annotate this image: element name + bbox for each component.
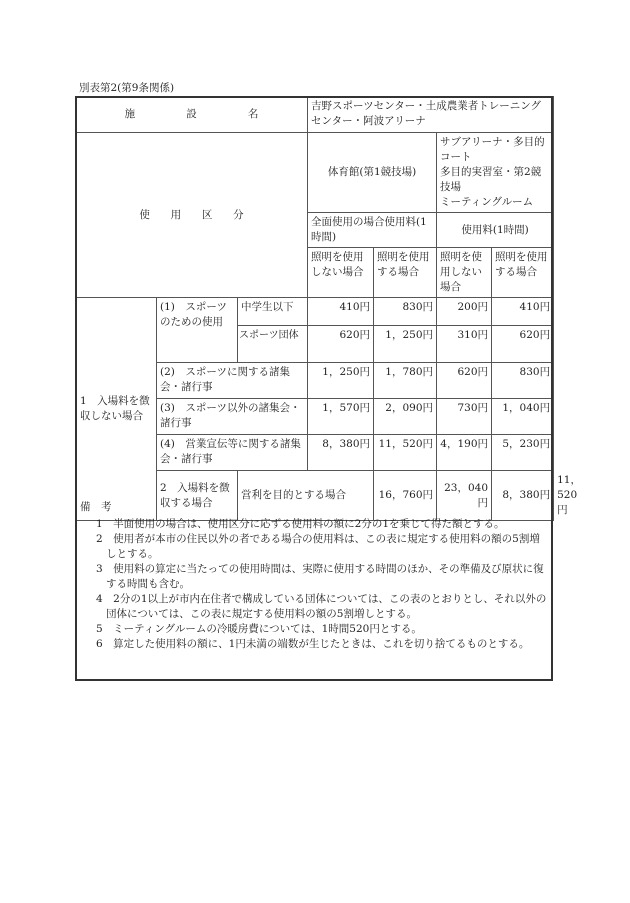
sub-no-light-header: 照明を使用しない場合 xyxy=(437,248,492,298)
note-item: 6 算定した使用料の額に、1円未満の端数が生じたときは、これを切り捨てるものとする。 xyxy=(96,638,530,650)
note-item: 1 半面使用の場合は、使用区分に応ずる使用料の額に2分の1を乗じて得た額とする。 xyxy=(96,518,505,530)
fee-cell: 310円 xyxy=(437,326,492,363)
fee-cell: 410円 xyxy=(308,298,374,326)
fee-cell: 1，250円 xyxy=(308,363,374,399)
gym-header: 体育館(第1競技場) xyxy=(308,133,437,213)
fee-cell: 8，380円 xyxy=(492,471,554,521)
sub-light-header: 照明を使用する場合 xyxy=(492,248,554,298)
row-advertising-events-label: (4) 営業宣伝等に関する諸集会・諸行事 xyxy=(157,435,308,471)
row-commercial-label: 営利を目的とする場合 xyxy=(238,471,374,521)
notes-section xyxy=(80,500,550,652)
usage-category-header: 使 用 区 分 xyxy=(76,133,308,298)
row-sports-events-label: (2) スポーツに関する諸集会・諸行事 xyxy=(157,363,308,399)
fee-cell: 5，230円 xyxy=(492,435,554,471)
fee-cell: 16，760円 xyxy=(374,471,437,521)
fee-cell: 1，780円 xyxy=(374,363,437,399)
fee-cell: 23，040円 xyxy=(437,471,492,521)
fee-cell: 830円 xyxy=(492,363,554,399)
notes-title: 備 考 xyxy=(80,501,112,513)
gym-no-light-header: 照明を使用しない場合 xyxy=(308,248,374,298)
row-sports-use-label: (1) スポーツのための使用 xyxy=(157,298,238,363)
fee-cell: 8，380円 xyxy=(308,435,374,471)
note-item: 5 ミーティングルームの冷暖房費については、1時間520円とする。 xyxy=(96,623,422,635)
row-non-sports-events-label: (3) スポーツ以外の諸集会・諸行事 xyxy=(157,399,308,435)
row-sub-sports-group: スポーツ団体 xyxy=(238,326,308,363)
fee-cell: 2，090円 xyxy=(374,399,437,435)
fee-cell: 620円 xyxy=(492,326,554,363)
fee-cell: 11，520円 xyxy=(374,435,437,471)
note-item: 4 2分の1以上が市内在住者で構成している団体については、この表のとおりとし、それ以外の団体については、この表に規定する使用料の額の5割増しとする。 xyxy=(96,593,547,620)
sub-fee-header: 使用料(1時間) xyxy=(437,213,554,248)
fee-cell: 200円 xyxy=(437,298,492,326)
fee-cell: 730円 xyxy=(437,399,492,435)
fee-cell: 1，570円 xyxy=(308,399,374,435)
fee-cell: 620円 xyxy=(437,363,492,399)
group-no-admission: 1 入場料を徴収しない場合 xyxy=(76,298,157,521)
note-item: 2 使用者が本市の住民以外の者である場合の使用料は、この表に規定する使用料の額の5割増しとする。 xyxy=(96,533,540,560)
facility-name: 吉野スポーツセンター・土成農業者トレーニングセンター・阿波アリーナ xyxy=(308,97,554,133)
gym-fee-header: 全面使用の場合使用料(1時間) xyxy=(308,213,437,248)
fee-cell: 410円 xyxy=(492,298,554,326)
group-with-admission: 2 入場料を徴収する場合 xyxy=(157,471,238,521)
note-item: 3 使用料の算定に当たっての使用時間は、実際に使用する時間のほか、その準備及び原状に復する時間も含む。 xyxy=(96,563,544,590)
fee-cell: 620円 xyxy=(308,326,374,363)
facility-label: 施 設 名 xyxy=(76,97,308,133)
table-row: 2 入場料を徴収する場合 営利を目的とする場合 16，760円 23，040円 8，380円 11，520円 xyxy=(76,471,554,521)
fee-cell: 1，040円 xyxy=(492,399,554,435)
gym-light-header: 照明を使用する場合 xyxy=(374,248,437,298)
sub-arena-header: サブアリーナ・多目的コート 多目的実習室・第2競技場 ミーティングルーム xyxy=(437,133,554,213)
row-sub-junior: 中学生以下 xyxy=(238,298,308,326)
table-caption: 別表第2(第9条関係) xyxy=(79,82,175,94)
fee-cell: 830円 xyxy=(374,298,437,326)
fee-cell: 1，250円 xyxy=(374,326,437,363)
fee-cell: 4，190円 xyxy=(437,435,492,471)
